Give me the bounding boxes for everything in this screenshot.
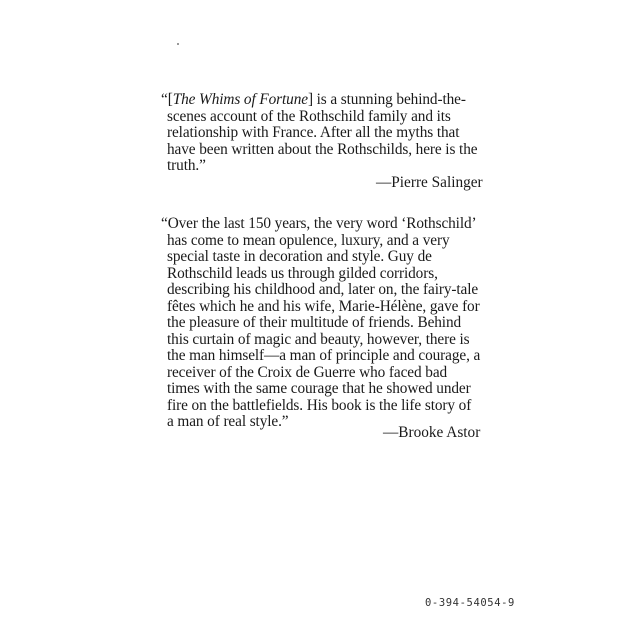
quote-text: “Over the last 150 years, the very word ‘Rothschild’ has come to mean opulence, luxury, and a very special taste in decoration and style. Guy de Rothschild leads us through gilded corridors, describing his childhood and, later on, the fairy-tale fêtes which he and his wife, Marie-Hélène, gave for the pleasure of their multitude of friends. Behind this curtain of magic and beauty, however, there is the man himself—a man of principle and courage, a receiver of the Croix de Guerre who faced bad times with the same courage that he showed under fire on the battlefields. His book is the life story of a man of real style.”	[161, 215, 481, 430]
quote-pierre-salinger	[161, 92, 481, 175]
quote-text	[161, 92, 481, 175]
quote-brooke-astor	[161, 216, 481, 431]
attribution-pierre-salinger: —Pierre Salinger	[376, 174, 483, 191]
book-title: The Whims of Fortune	[172, 91, 308, 108]
attribution-brooke-astor: —Brooke Astor	[383, 424, 481, 441]
isbn-number: 0-394-54054-9	[425, 597, 515, 609]
print-speck	[177, 43, 179, 45]
open-quote-mark: “[	[161, 91, 173, 108]
quote-body: ] is a stunning behind-the-scenes account of the Rothschild family and its relationship with France. After all the myths that have been written about the Rothschilds, here is the truth.”	[167, 91, 478, 174]
